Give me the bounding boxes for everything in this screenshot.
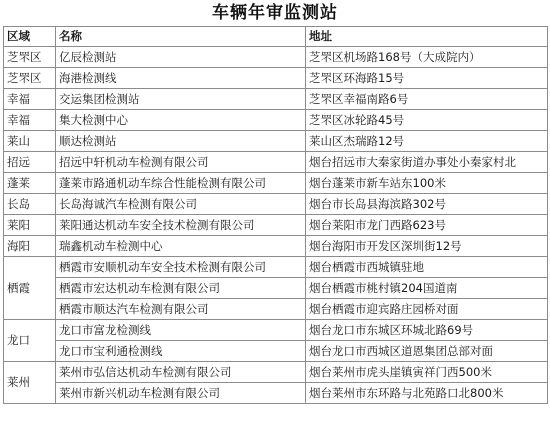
region-cell: 栖霞 (4, 257, 56, 320)
table-row (4, 320, 548, 341)
region-cell: 招远 (4, 152, 56, 173)
header-address: 地址 (306, 27, 548, 47)
station-address-cell: 烟台龙口市西城区道恩集团总部对面 (306, 341, 548, 362)
station-address-cell: 烟台龙口市东城区环城北路69号 (306, 320, 548, 341)
station-name-cell: 莱州市弘信达机动车检测有限公司 (56, 362, 306, 383)
table-row (4, 68, 548, 89)
station-address-cell: 芝罘区冰轮路45号 (306, 110, 548, 131)
station-name-cell: 栖霞市顺达汽车检测有限公司 (56, 299, 306, 320)
station-name-cell: 龙口市宝利通检测线 (56, 341, 306, 362)
region-cell: 幸福 (4, 89, 56, 110)
station-name-cell: 顺达检测站 (56, 131, 306, 152)
station-name-cell: 瑞鑫机动车检测中心 (56, 236, 306, 257)
region-cell: 芝罘区 (4, 68, 56, 89)
region-cell: 龙口 (4, 320, 56, 362)
table-body (4, 27, 548, 404)
station-address-cell: 烟台栖霞市迎宾路庄园桥对面 (306, 299, 548, 320)
header-region: 区域 (4, 27, 56, 47)
region-cell: 莱阳 (4, 215, 56, 236)
station-name-cell: 海港检测线 (56, 68, 306, 89)
table-row (4, 257, 548, 278)
station-address-cell: 芝罘区机场路168号（大成院内） (306, 47, 548, 68)
station-address-cell: 烟台海阳市开发区深圳街12号 (306, 236, 548, 257)
table-row (4, 341, 548, 362)
station-address-cell: 烟台莱阳市龙门西路623号 (306, 215, 548, 236)
table-row (4, 278, 548, 299)
table-row (4, 173, 548, 194)
header-name: 名称 (56, 27, 306, 47)
region-cell: 海阳 (4, 236, 56, 257)
station-name-cell: 莱州市新兴机动车检测有限公司 (56, 383, 306, 404)
station-name-cell: 集大检测中心 (56, 110, 306, 131)
table-row (4, 47, 548, 68)
station-address-cell: 烟台莱州市东环路与北苑路口北800米 (306, 383, 548, 404)
table-row (4, 236, 548, 257)
region-cell: 莱州 (4, 362, 56, 404)
table-row (4, 89, 548, 110)
station-address-cell: 芝罘区环海路15号 (306, 68, 548, 89)
station-name-cell: 招远中轩机动车检测有限公司 (56, 152, 306, 173)
station-name-cell: 亿辰检测站 (56, 47, 306, 68)
table-row (4, 152, 548, 173)
table-header-row (4, 27, 548, 47)
station-address-cell: 烟台莱州市虎头崖镇寅祥门西500米 (306, 362, 548, 383)
region-cell: 芝罘区 (4, 47, 56, 68)
table-row (4, 131, 548, 152)
table-row (4, 362, 548, 383)
station-name-cell: 长岛海诚汽车检测有限公司 (56, 194, 306, 215)
table-row (4, 299, 548, 320)
station-address-cell: 烟台栖霞市西城镇驻地 (306, 257, 548, 278)
region-cell: 蓬莱 (4, 173, 56, 194)
station-name-cell: 蓬莱市路通机动车综合性能检测有限公司 (56, 173, 306, 194)
region-cell: 长岛 (4, 194, 56, 215)
station-address-cell: 烟台栖霞市桃村镇204国道南 (306, 278, 548, 299)
table-row (4, 383, 548, 404)
station-address-cell: 莱山区杰瑞路12号 (306, 131, 548, 152)
region-cell: 幸福 (4, 110, 56, 131)
station-address-cell: 烟台市长岛县海滨路302号 (306, 194, 548, 215)
station-name-cell: 莱阳通达机动车安全技术检测有限公司 (56, 215, 306, 236)
table-row (4, 194, 548, 215)
station-address-cell: 芝罘区幸福南路6号 (306, 89, 548, 110)
station-name-cell: 交运集团检测站 (56, 89, 306, 110)
station-table (3, 26, 548, 404)
table-row (4, 215, 548, 236)
station-address-cell: 烟台蓬莱市新车站东100米 (306, 173, 548, 194)
station-name-cell: 龙口市富龙检测线 (56, 320, 306, 341)
table-row (4, 110, 548, 131)
region-cell: 莱山 (4, 131, 56, 152)
station-address-cell: 烟台招远市大秦家街道办事处小秦家村北 (306, 152, 548, 173)
page-title: 车辆年审监测站 (212, 3, 338, 23)
station-name-cell: 栖霞市安顺机动车安全技术检测有限公司 (56, 257, 306, 278)
station-name-cell: 栖霞市宏达机动车检测有限公司 (56, 278, 306, 299)
